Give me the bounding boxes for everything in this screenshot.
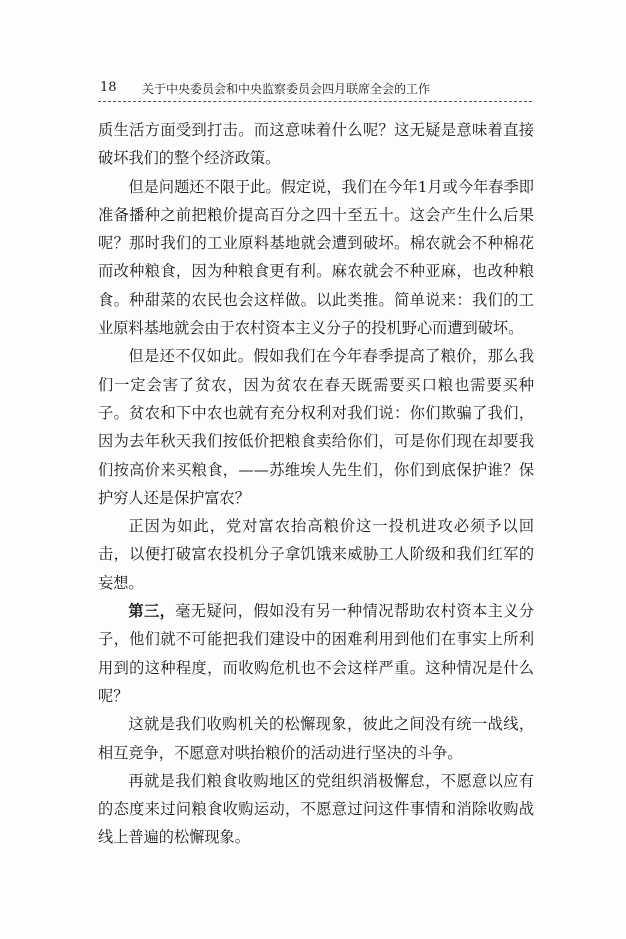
paragraph-grain-price-hypothesis: 但是问题还不限于此。假定说，我们在今年1月或今年春季即准备播种之前把粮价提高百分之四十至五十。这会产生什么后果呢？那时我们的工业原料基地就会遭到破坏。棉农就会不种棉花而改种粮食，因为种粮食更有利。麻农就会不种亚麻，也改种粮食。种甜菜的农民也会这样做。以此类推。简单说来：我们的工业原料基地就会由于农村资本主义分子的投机野心而遭到破坏。 xyxy=(98,177,534,338)
running-title: 关于中央委员会和中央监察委员会四月联席全会的工作 xyxy=(142,82,431,96)
body-text xyxy=(98,116,534,852)
paragraph-third-point xyxy=(98,597,534,710)
paragraph-party-response: 正因为如此，党对富农抬高粮价这一投机进攻必须予以回击，以便打破富农投机分子拿饥饿来威胁工人阶级和我们红军的妄想。 xyxy=(98,517,534,592)
running-header xyxy=(100,76,530,98)
third-point-text: 毫无疑问，假如没有另一种情况帮助农村资本主义分子，他们就不可能把我们建设中的困难利用到他们在事实上所利用到的这种程度，而收购危机也不会这样严重。这种情况是什么呢？ xyxy=(98,602,535,705)
paragraph-party-organizations: 再就是我们粮食收购地区的党组织消极懈怠，不愿意以应有的态度来过问粮食收购运动，不愿意过问这件事情和消除收购战线上普遍的松懈现象。 xyxy=(98,771,534,847)
paragraph-procurement-laxity: 这就是我们收购机关的松懈现象，彼此之间没有统一战线，相互竞争，不愿意对哄抬粮价的活动进行坚决的斗争。 xyxy=(98,715,534,762)
paragraph-poor-peasants: 但是还不仅如此。假如我们在今年春季提高了粮价，那么我们一定会害了贫农，因为贫农在春天既需要买口粮也需要买种子。贫农和下中农也就有充分权利对我们说：你们欺骗了我们，因为去年秋天我们按低价把粮食卖给你们，可是你们现在却要我们按高价来买粮食，——苏维埃人先生们，你们到底保护谁？保护穷人还是保护富农？ xyxy=(98,347,534,507)
page-number: 18 xyxy=(100,80,117,95)
header-rule xyxy=(98,101,532,102)
third-point-lead: 第三， xyxy=(128,602,176,621)
paragraph-continuation: 质生活方面受到打击。而这意味着什么呢？这无疑是意味着直接破坏我们的整个经济政策。 xyxy=(98,121,534,168)
